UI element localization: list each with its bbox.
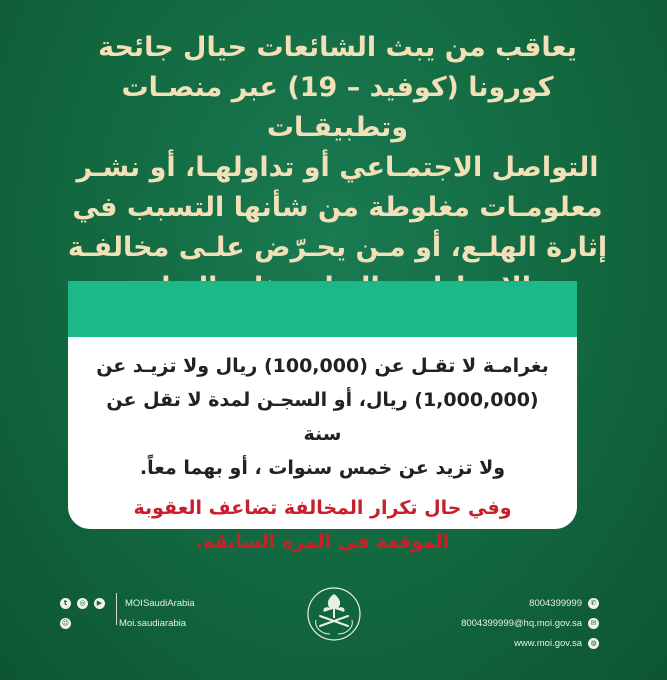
website-url[interactable]: www.moi.gov.sa [514, 637, 582, 649]
social-handle[interactable]: MOISaudiArabia [125, 597, 195, 609]
headline-line-5: إثارة الهلـع، أو مـن يحـرّض علـى مخالفـة [67, 232, 608, 263]
headline [60, 28, 615, 308]
twitter-icon[interactable]: t [60, 598, 71, 609]
phone-icon: ✆ [588, 598, 599, 609]
repeat-offense-note [90, 491, 555, 559]
repeat-line-1: وفي حال تكرار المخالفة تضاعف العقوبة [133, 497, 512, 519]
repeat-line-2: الموقعة في المرة السابقة. [195, 531, 450, 553]
footer-divider [116, 593, 117, 625]
penalty-card-body [68, 337, 577, 559]
penalty-line-1: بغرامـة لا تقـل عن (100,000) ريال ولا تزيـد عن [96, 355, 549, 377]
email-address[interactable]: 8004399999@hq.moi.gov.sa [461, 617, 582, 629]
penalty-line-2: (1,000,000) ريال، أو السجـن لمدة لا تقل عن سنة [106, 389, 539, 445]
headline-line-3: التواصل الاجتمـاعي أو تداولهـا، أو نشـر [76, 152, 599, 183]
penalty-card [68, 281, 577, 553]
phone-number[interactable]: 8004399999 [529, 597, 582, 609]
youtube-icon[interactable]: ▶ [94, 598, 105, 609]
headline-line-1: يعاقب من يبث الشائعات حيال جائحة [98, 32, 577, 63]
globe-icon: ◍ [588, 638, 599, 649]
email-icon: ✉ [588, 618, 599, 629]
snapchat-icon[interactable]: ☺ [61, 618, 70, 627]
social-links [60, 593, 195, 633]
penalty-line-3: ولا تزيد عن خمس سنوات ، أو بهما معاً. [139, 457, 506, 479]
snap-handle[interactable]: Moi.saudiarabia [119, 617, 187, 629]
instagram-icon[interactable]: ◎ [77, 598, 88, 609]
contact-info [461, 593, 599, 653]
headline-line-2: كورونا (كوفيد – 19) عبر منصـات وتطبيقـات [121, 72, 554, 143]
saudi-emblem-icon [304, 586, 364, 642]
headline-line-4: معلومـات مغلوطة من شأنها التسبب في [72, 192, 603, 223]
penalty-card-header [68, 281, 577, 337]
